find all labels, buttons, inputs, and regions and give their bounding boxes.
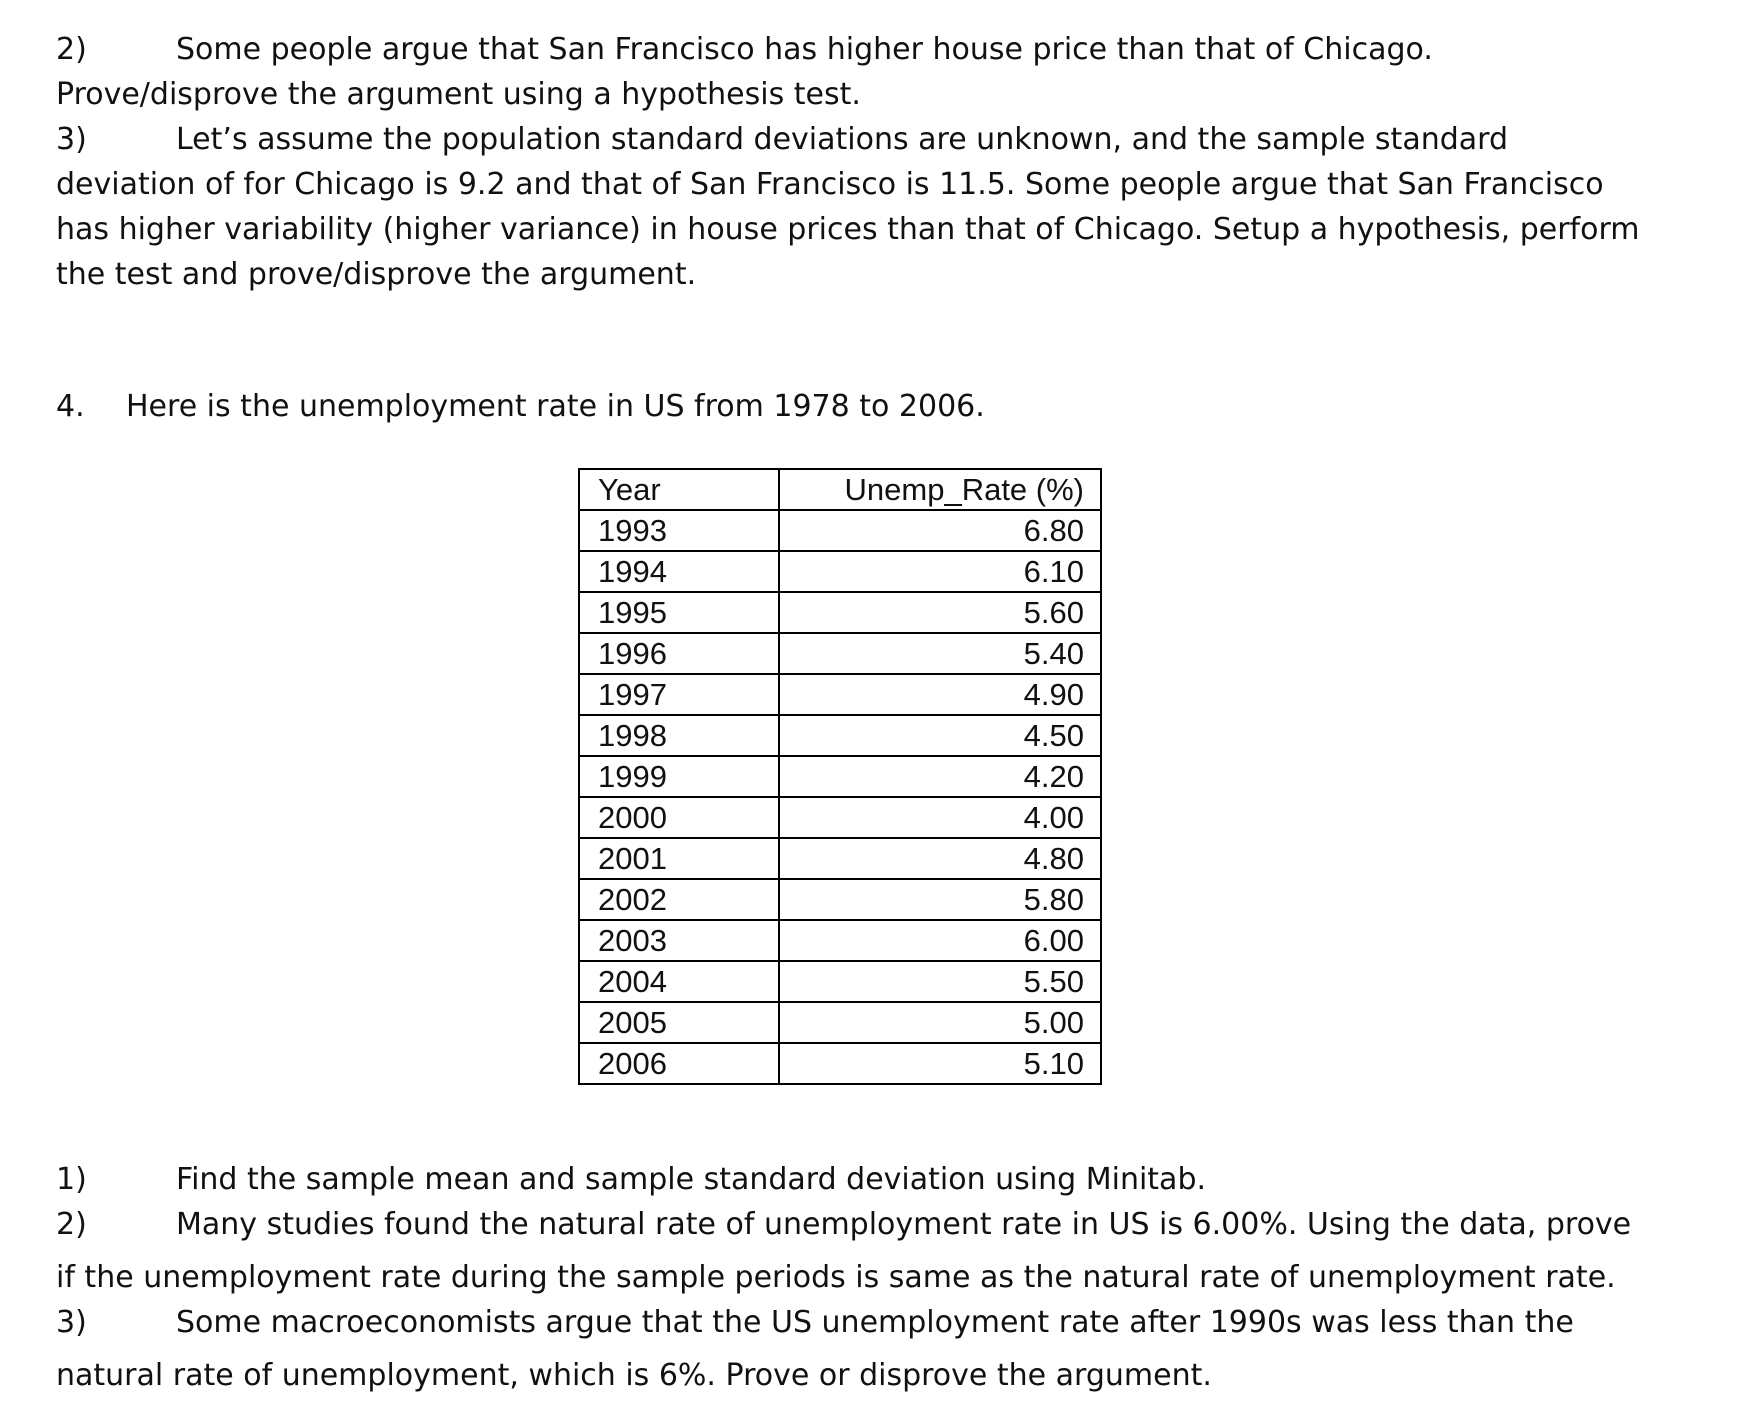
bottom-question-2-text: Many studies found the natural rate of unemployment rate in US is 6.00%. Using the data, prove — [176, 1207, 1632, 1242]
year-cell: 2000 — [579, 797, 779, 838]
bottom-question-2-line-2: if the unemployment rate during the sample periods is same as the natural rate of unemployment rate. — [56, 1260, 1616, 1295]
rate-cell: 6.80 — [779, 510, 1101, 551]
table-row — [579, 756, 1101, 797]
year-cell: 1994 — [579, 551, 779, 592]
year-cell: 1998 — [579, 715, 779, 756]
year-cell: 1997 — [579, 674, 779, 715]
bottom-question-3-text: Some macroeconomists argue that the US unemployment rate after 1990s was less than the — [176, 1305, 1574, 1340]
year-cell: 2003 — [579, 920, 779, 961]
year-cell: 2001 — [579, 838, 779, 879]
section-4-heading — [56, 385, 985, 429]
header-unemp-rate: Unemp_Rate (%) — [779, 469, 1101, 510]
unemployment-table — [578, 468, 1102, 1085]
question-3-number: 3) — [56, 122, 87, 157]
rate-cell: 4.80 — [779, 838, 1101, 879]
question-2-text: Some people argue that San Francisco has higher house price than that of Chicago. — [176, 32, 1433, 67]
table-row — [579, 1043, 1101, 1084]
rate-cell: 5.80 — [779, 879, 1101, 920]
rate-cell: 5.00 — [779, 1002, 1101, 1043]
year-cell: 2005 — [579, 1002, 779, 1043]
question-2-number: 2) — [56, 32, 87, 67]
question-3-line-1 — [56, 118, 1508, 162]
rate-cell: 5.50 — [779, 961, 1101, 1002]
section-4-number: 4. — [56, 389, 85, 424]
question-2-line-2: Prove/disprove the argument using a hypothesis test. — [56, 77, 861, 112]
rate-cell: 6.00 — [779, 920, 1101, 961]
bottom-question-1 — [56, 1158, 1206, 1202]
section-4-title: Here is the unemployment rate in US from 1978 to 2006. — [126, 389, 985, 424]
table-row — [579, 797, 1101, 838]
year-cell: 2004 — [579, 961, 779, 1002]
table-row — [579, 633, 1101, 674]
rate-cell: 4.50 — [779, 715, 1101, 756]
year-cell: 1995 — [579, 592, 779, 633]
header-year: Year — [579, 469, 779, 510]
year-cell: 1993 — [579, 510, 779, 551]
table-row — [579, 674, 1101, 715]
table-row — [579, 592, 1101, 633]
bottom-question-1-text: Find the sample mean and sample standard deviation using Minitab. — [176, 1162, 1207, 1197]
question-3-line-3: has higher variability (higher variance) in house prices than that of Chicago. Setup a hypothesis, perform — [56, 212, 1640, 247]
table-row — [579, 920, 1101, 961]
rate-cell: 5.10 — [779, 1043, 1101, 1084]
rate-cell: 5.60 — [779, 592, 1101, 633]
table-row — [579, 961, 1101, 1002]
year-cell: 2002 — [579, 879, 779, 920]
question-2-line-1 — [56, 28, 1433, 72]
bottom-question-1-number: 1) — [56, 1162, 87, 1197]
year-cell: 1999 — [579, 756, 779, 797]
bottom-question-2-line-1 — [56, 1203, 1631, 1247]
rate-cell: 4.20 — [779, 756, 1101, 797]
bottom-question-2-number: 2) — [56, 1207, 87, 1242]
bottom-question-3-line-2: natural rate of unemployment, which is 6%. Prove or disprove the argument. — [56, 1358, 1212, 1393]
question-3-text: Let’s assume the population standard deviations are unknown, and the sample standard — [176, 122, 1508, 157]
rate-cell: 4.90 — [779, 674, 1101, 715]
year-cell: 2006 — [579, 1043, 779, 1084]
question-3-line-2: deviation of for Chicago is 9.2 and that of San Francisco is 11.5. Some people argue that San Francisco — [56, 167, 1604, 202]
table-row — [579, 838, 1101, 879]
table-row — [579, 551, 1101, 592]
table-header-row — [579, 469, 1101, 510]
table-row — [579, 1002, 1101, 1043]
table-row — [579, 510, 1101, 551]
question-3-line-4: the test and prove/disprove the argument. — [56, 257, 697, 292]
table-row — [579, 715, 1101, 756]
table-row — [579, 879, 1101, 920]
rate-cell: 4.00 — [779, 797, 1101, 838]
year-cell: 1996 — [579, 633, 779, 674]
bottom-question-3-number: 3) — [56, 1305, 87, 1340]
rate-cell: 5.40 — [779, 633, 1101, 674]
rate-cell: 6.10 — [779, 551, 1101, 592]
bottom-question-3-line-1 — [56, 1301, 1574, 1345]
